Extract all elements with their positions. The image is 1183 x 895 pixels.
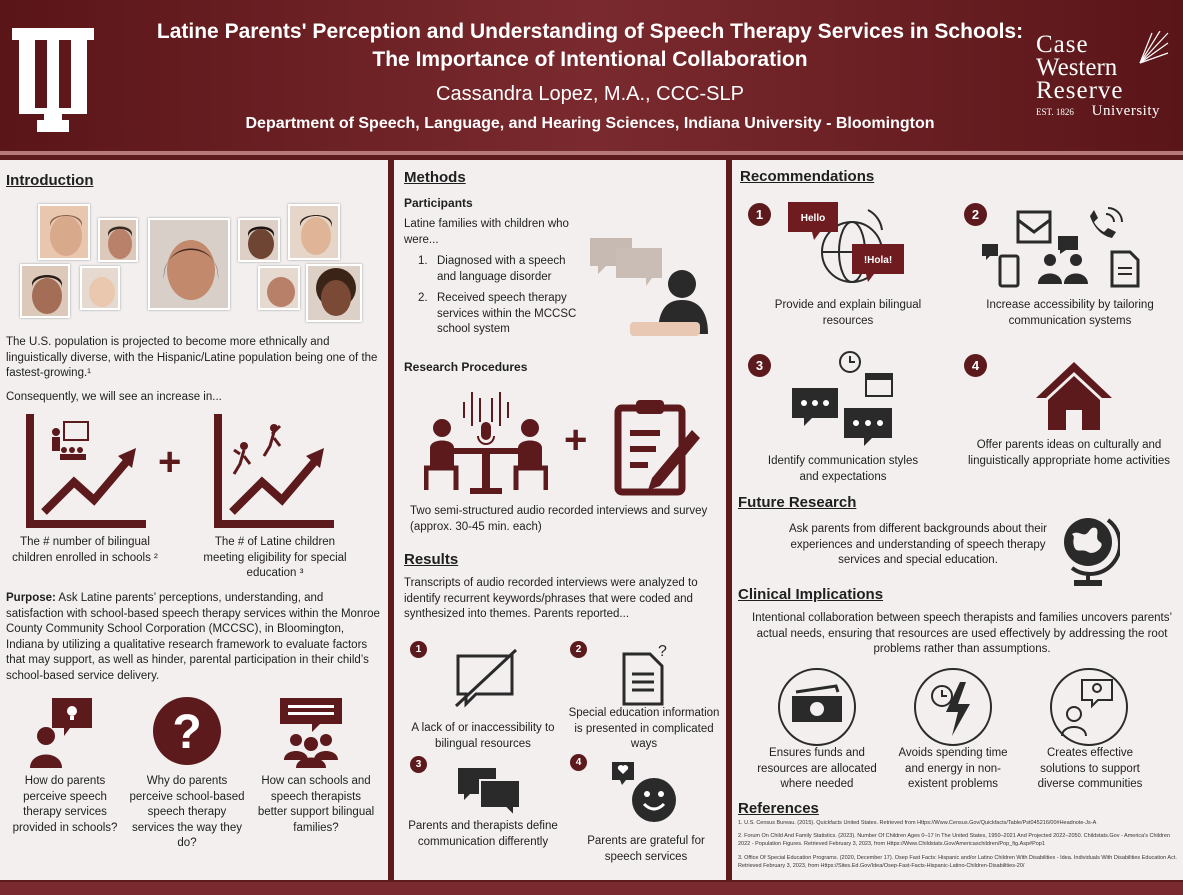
- question-3: How can schools and speech therapists better support bilingual families?: [257, 775, 375, 834]
- face-portrait: [238, 218, 280, 262]
- results-intro: Transcripts of audio recorded interviews were analyzed to identify recurrent keywords/phrases that were coded and synthesized into themes. Parents reported...: [404, 577, 698, 620]
- clock-energy-icon: [912, 666, 994, 748]
- results-heading: Results: [404, 551, 459, 568]
- cwru-rays-icon: [1130, 31, 1170, 65]
- intro-paragraph: The U.S. population is projected to become more ethnically and linguistically diverse, with the Hispanic/Latine population being one of the fastest-growing.¹: [6, 336, 378, 379]
- result-number-1: 1: [410, 641, 427, 658]
- references-heading: References: [738, 800, 819, 817]
- cwru-line1: Case: [1036, 31, 1089, 58]
- climbers-growth-chart-icon: [214, 412, 336, 530]
- svg-text:?: ?: [658, 643, 667, 660]
- plus-sign: +: [158, 440, 182, 484]
- group-chat-icon: [276, 696, 346, 768]
- survey-clipboard-icon: [612, 396, 702, 496]
- recommendations-heading: Recommendations: [740, 168, 875, 185]
- participants-intro: Latine families with children who were...: [404, 218, 569, 246]
- result-text-4: Parents are grateful for speech services: [587, 835, 705, 863]
- grateful-face-icon: [610, 758, 680, 828]
- result-number-3: 3: [410, 756, 427, 773]
- purpose-paragraph: [6, 591, 382, 684]
- question-1: How do parents perceive speech therapy services provided in schools?: [12, 775, 118, 834]
- person-with-chat-bubbles-illustration: [586, 234, 716, 340]
- face-portrait: [38, 204, 90, 260]
- face-portrait: [98, 218, 138, 262]
- clinical-item-3: Creates effective solutions to support diverse communities: [1037, 747, 1143, 790]
- clinical-implications-text: Intentional collaboration between speech therapists and families uncovers parents’ actual needs, ensuring that resources are used effectively by addressing the root problems rather than assumptions.: [752, 612, 1173, 655]
- question-2: Why do parents perceive school-based speech therapy services the way they do?: [129, 775, 245, 849]
- home-icon: [1034, 360, 1114, 432]
- teacher-growth-chart-icon: [26, 412, 148, 530]
- recommendation-text-1: Provide and explain bilingual resources: [774, 299, 922, 327]
- face-portrait: [306, 264, 362, 322]
- criteria-number-2: 2.: [418, 292, 428, 304]
- clinical-implications-heading: Clinical Implications: [738, 586, 884, 603]
- result-text-2: Special education information is presented in complicated ways: [568, 707, 720, 750]
- cwru-est: EST. 1826: [1036, 107, 1074, 117]
- reference-3: 3. Office Of Special Education Programs. (2020, December 17). Osep Fast Facts: Hispanic and/or Latino Children With Disabilities - Idea. Individuals With Disabilities Education Act. Retrieved February 3, 2023, from Https://Sites.Ed.Gov/Idea/Osep-Fast-Facts-Hispanic-Latino-Children-Disabilities-20/: [738, 855, 1177, 869]
- hola-bubble-text: !Hola!: [863, 255, 893, 266]
- introduction-panel: [0, 160, 388, 880]
- face-portrait: [288, 204, 340, 260]
- result-text-3: Parents and therapists define communication differently: [408, 820, 558, 848]
- poster-header: [0, 0, 1183, 151]
- reference-1: 1. U.S. Census Bureau. (2015). Quickfacts United States. Retrieved from Https://Www.Census.Gov/Quickfacts/Table/Pst045216/00#Headnote-Js-A: [738, 820, 1097, 826]
- recommendation-number-4: 4: [964, 354, 987, 377]
- result-number-4: 4: [570, 754, 587, 771]
- department-name: Department of Speech, Language, and Hearing Sciences, Indiana University - Bloomington: [245, 115, 935, 132]
- bilingual-globe-icon: [786, 200, 910, 294]
- result-text-1: A lack of or inaccessibility to bilingual resources: [411, 722, 555, 750]
- recommendation-text-2: Increase accessibility by tailoring communication systems: [986, 299, 1154, 327]
- cwru-logo: [1036, 33, 1170, 133]
- face-portrait: [80, 266, 120, 310]
- recommendation-number-1: 1: [748, 203, 771, 226]
- crossed-out-chat-icon: [454, 648, 520, 710]
- clinical-item-1: Ensures funds and resources are allocated where needed: [757, 747, 877, 790]
- globe-icon: [1058, 512, 1120, 588]
- criteria-text-2: Received speech therapy services within the MCCSC school system: [437, 292, 577, 335]
- criteria-number-1: 1.: [418, 255, 428, 267]
- two-chat-bubbles-icon: [456, 766, 522, 816]
- stat-latine-special-ed: The # of Latine children meeting eligibility for special education ³: [203, 536, 347, 579]
- face-portrait: [258, 266, 300, 310]
- plus-sign: +: [564, 418, 588, 462]
- money-funds-icon: [776, 666, 858, 748]
- result-number-2: 2: [570, 641, 587, 658]
- procedures-description: Two semi-structured audio recorded interviews and survey (approx. 30-45 min. each): [410, 505, 708, 533]
- methods-results-panel: [394, 160, 726, 880]
- intro-consequently: Consequently, we will see an increase in...: [6, 391, 222, 403]
- face-portrait-large: [148, 218, 230, 310]
- person-solution-icon: [1048, 666, 1130, 748]
- author-name: Cassandra Lopez, M.A., CCC-SLP: [436, 83, 744, 105]
- poster-footer: [0, 882, 1183, 895]
- future-research-heading: Future Research: [738, 494, 857, 511]
- recommendation-number-3: 3: [748, 354, 771, 377]
- recommendation-text-3: Identify communication styles and expectations: [767, 455, 919, 483]
- purpose-text: Ask Latine parents’ perceptions, understanding, and satisfaction with school-based speech therapy services within the Monroe County Community School Corporation (MCCSC), in Bloomington, Indiana by utilizing a qualitative research framework to evaluate factors that may support, as well as hinder, parental participation in their child’s school-based service delivery.: [6, 592, 380, 682]
- interview-table-icon: [424, 384, 548, 496]
- introduction-heading: Introduction: [6, 172, 94, 189]
- iu-trident-logo: [12, 28, 94, 132]
- face-portrait: [20, 264, 70, 318]
- header-stripe: [0, 151, 1183, 155]
- question-mark-icon: [152, 696, 222, 766]
- procedures-heading: Research Procedures: [404, 360, 528, 374]
- future-research-text: Ask parents from different backgrounds about their experiences and understanding of speech therapy services and special education.: [788, 523, 1048, 566]
- methods-heading: Methods: [404, 169, 466, 186]
- complicated-document-icon: [620, 640, 670, 706]
- clinical-item-2: Avoids spending time and energy in non-existent problems: [898, 747, 1008, 790]
- purpose-label: Purpose:: [6, 592, 56, 604]
- poster-title-line2: The Importance of Intentional Collaboration: [372, 48, 808, 71]
- recommendation-number-2: 2: [964, 203, 987, 226]
- person-idea-icon: [30, 696, 94, 768]
- communication-systems-icon: [978, 206, 1148, 288]
- svg-text:?: ?: [172, 706, 202, 759]
- recommendations-panel: [732, 160, 1183, 880]
- participants-heading: Participants: [404, 196, 473, 210]
- cwru-line4: University: [1091, 103, 1160, 119]
- cwru-line3: Reserve: [1036, 77, 1124, 104]
- poster-title-line1: Latine Parents' Perception and Understanding of Speech Therapy Services in Schools:: [156, 20, 1024, 43]
- reference-2: 2. Forum On Child And Family Statistics. (2023). Number Of Children Ages 0–17 In The United States, 1950–2021 And Projected 2022–2050. Childstats.Gov - America's Children 2022 - Population Figures. Retrieved February 3, 2023, from Https://Www.Childstats.Gov/Americaschildren/Pop_fig.Asp#Pop1: [738, 833, 1171, 847]
- recommendation-text-4: Offer parents ideas on culturally and linguistically appropriate home activities: [968, 439, 1170, 467]
- stat-bilingual-children: The # number of bilingual children enrolled in schools ²: [12, 536, 158, 564]
- hello-bubble-text: Hello: [800, 213, 826, 224]
- cwru-line2: Western: [1036, 54, 1118, 81]
- chat-clock-calendar-icon: [790, 350, 896, 446]
- criteria-text-1: Diagnosed with a speech and language disorder: [437, 255, 566, 283]
